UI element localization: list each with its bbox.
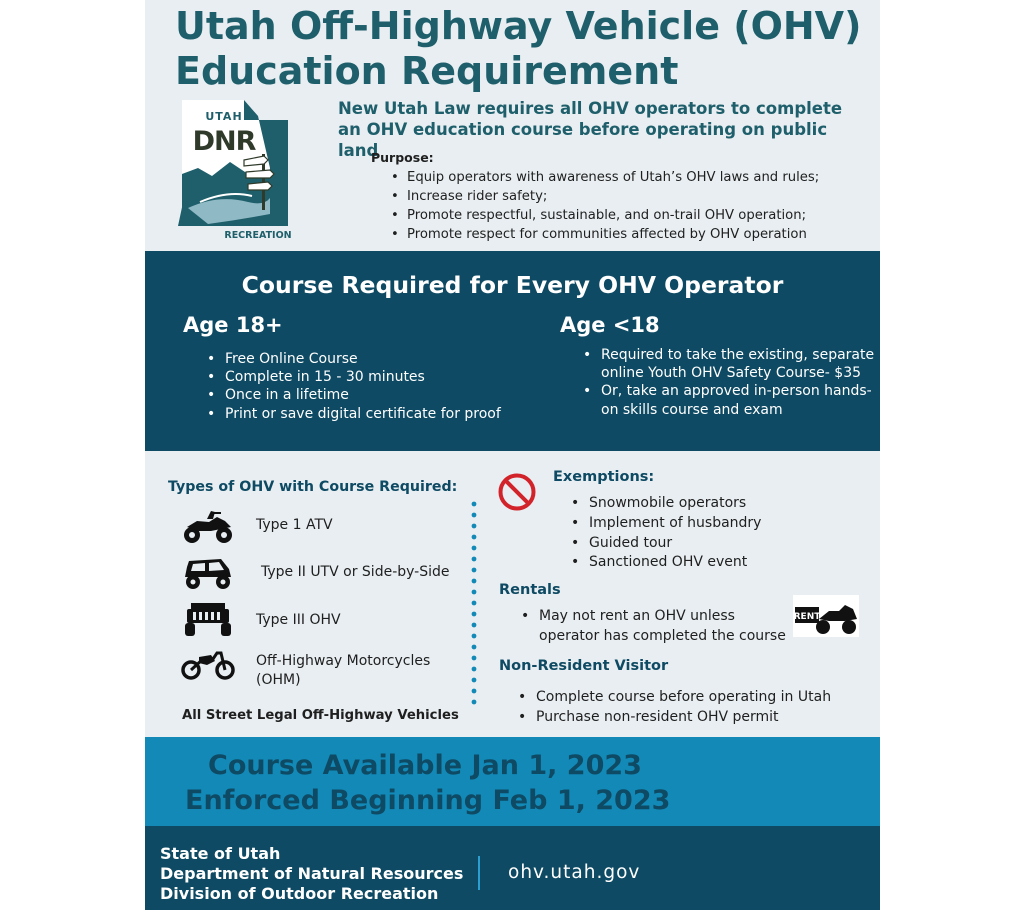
exemption-item: • Guided tour — [571, 534, 821, 554]
footer-org-line-3: Division of Outdoor Recreation — [160, 884, 439, 903]
logo-recreation-text: RECREATION — [224, 230, 292, 241]
dotted-divider — [471, 501, 477, 706]
non-resident-title: Non-Resident Visitor — [499, 658, 669, 674]
non-resident-list — [518, 688, 858, 728]
motorcycle-icon — [181, 645, 235, 681]
age-18-plus-item: • Print or save digital certificate for proof — [207, 405, 527, 423]
details-section — [145, 451, 880, 737]
availability-banner — [145, 737, 880, 826]
title-line-2: Education Requirement — [175, 49, 679, 93]
footer-divider — [478, 856, 480, 890]
footer — [145, 826, 880, 910]
vehicle-label-jeep: Type III OHV — [256, 612, 341, 628]
age-under-18-heading: Age <18 — [560, 313, 660, 337]
age-18-plus-list — [207, 350, 527, 423]
vehicle-label-motorcycle: Off-Highway Motorcycles (OHM) — [256, 653, 431, 688]
ohv-flyer — [145, 0, 880, 910]
non-resident-item: • Complete course before operating in Utah — [518, 688, 858, 708]
rent-atv-icon — [793, 595, 859, 637]
course-required-section — [145, 251, 880, 451]
rentals-list — [521, 607, 786, 647]
age-18-plus-item: • Complete in 15 - 30 minutes — [207, 368, 527, 386]
exemption-item: • Implement of husbandry — [571, 514, 821, 534]
rental-item: • May not rent an OHV unless operator has completed the course — [521, 607, 786, 647]
title-line-1: Utah Off-Highway Vehicle (OHV) — [175, 4, 862, 48]
exemptions-list — [571, 494, 821, 573]
website-link[interactable]: ohv.utah.gov — [508, 862, 641, 883]
page-title — [175, 4, 865, 94]
vehicle-label-utv: Type II UTV or Side-by-Side — [261, 564, 450, 580]
non-resident-item: • Purchase non-resident OHV permit — [518, 708, 858, 728]
atv-icon — [181, 509, 235, 545]
rentals-title: Rentals — [499, 582, 561, 598]
footer-org-line-1: State of Utah — [160, 844, 281, 863]
purpose-item: • Increase rider safety; — [391, 187, 871, 206]
rent-text: RENT — [793, 612, 821, 622]
logo-utah-text: UTAH — [205, 110, 243, 123]
footer-organization — [160, 844, 480, 904]
purpose-item: • Promote respectful, sustainable, and on-trail OHV operation; — [391, 206, 871, 225]
purpose-item: • Equip operators with awareness of Utah’s OHV laws and rules; — [391, 168, 871, 187]
utah-dnr-logo — [178, 98, 293, 243]
all-street-legal-note: All Street Legal Off-Highway Vehicles — [182, 708, 459, 723]
enforcement-date: Enforced Beginning Feb 1, 2023 — [185, 785, 671, 816]
ohv-types-title: Types of OHV with Course Required: — [168, 479, 458, 495]
subtitle-line-1: New Utah Law requires all OHV operators to complete — [338, 99, 843, 118]
age-18-plus-heading: Age 18+ — [183, 313, 283, 337]
age-under-18-list — [583, 346, 875, 419]
footer-org-line-2: Department of Natural Resources — [160, 864, 464, 883]
utv-icon — [181, 555, 235, 591]
age-18-plus-item: • Free Online Course — [207, 350, 527, 368]
purpose-list — [391, 168, 871, 244]
vehicle-label-atv: Type 1 ATV — [256, 517, 333, 533]
logo-dnr-text: DNR — [192, 126, 256, 157]
purpose-label: Purpose: — [371, 150, 434, 165]
purpose-item: • Promote respect for communities affected by OHV operation — [391, 225, 871, 244]
age-18-plus-item: • Once in a lifetime — [207, 386, 527, 404]
age-under-18-item: • Or, take an approved in-person hands-on skills course and exam — [583, 382, 875, 418]
prohibited-icon — [497, 472, 537, 512]
course-available-date: Course Available Jan 1, 2023 — [208, 750, 642, 781]
exemption-item: • Sanctioned OHV event — [571, 553, 821, 573]
rent-atv-graphic — [793, 595, 859, 637]
age-under-18-item: • Required to take the existing, separate online Youth OHV Safety Course- $35 — [583, 346, 875, 382]
jeep-icon — [181, 601, 235, 637]
exemption-item: • Snowmobile operators — [571, 494, 821, 514]
header-section — [145, 0, 880, 250]
subtitle-line-2: an OHV education course before operating on public land — [338, 120, 828, 160]
course-required-title: Course Required for Every OHV Operator — [241, 271, 784, 299]
exemptions-title: Exemptions: — [553, 469, 655, 485]
